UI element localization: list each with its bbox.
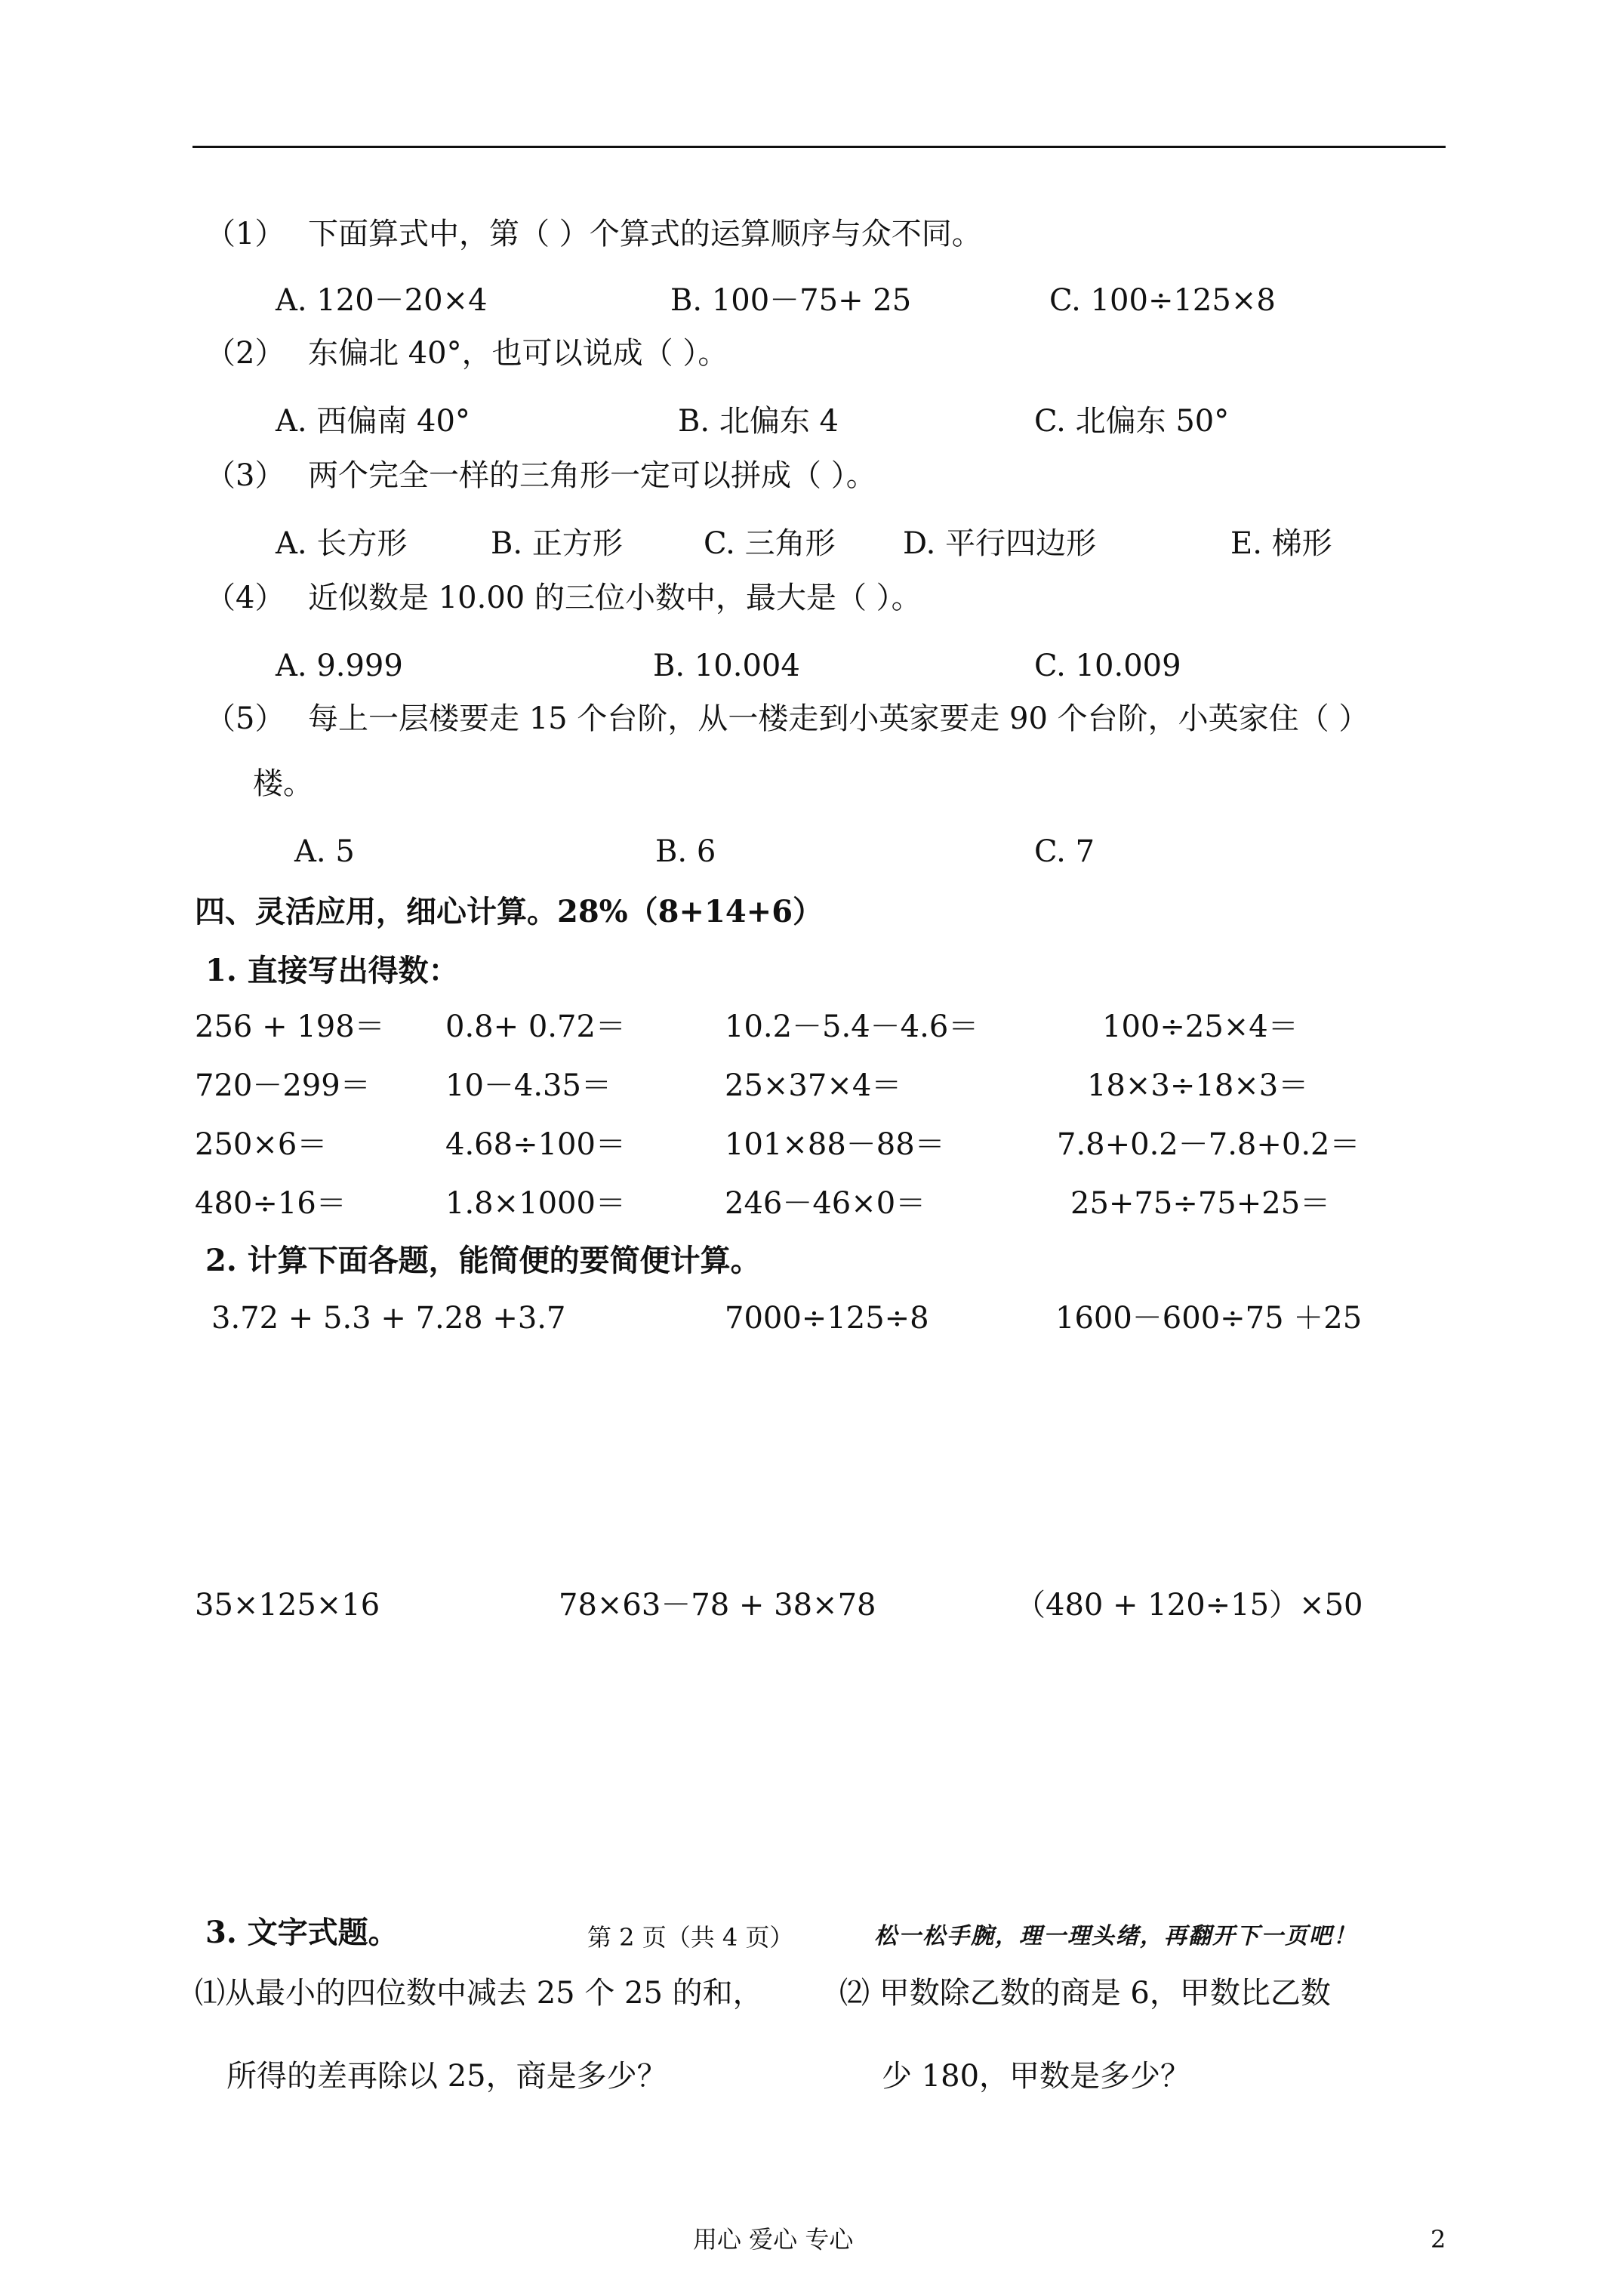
q1-option-b: B. 100－75+ 25 <box>670 283 912 318</box>
q5-option-c: C. 7 <box>1034 834 1095 869</box>
mental-calc-item: 25×37×4＝ <box>725 1068 902 1103</box>
q4-option-c: C. 10.009 <box>1034 649 1181 683</box>
mental-calc-item: 480÷16＝ <box>195 1186 346 1221</box>
q5-option-b: B. 6 <box>655 834 716 869</box>
mental-calc-item: 250×6＝ <box>195 1127 328 1162</box>
mental-calc-item: 25+75÷75+25＝ <box>1070 1186 1331 1221</box>
q1-number: （1） <box>205 217 285 251</box>
mental-calc-item: 246－46×0＝ <box>725 1186 926 1221</box>
q3-option-c: C. 三角形 <box>704 526 836 561</box>
q3-option-d: D. 平行四边形 <box>903 526 1097 561</box>
q3-option-b: B. 正方形 <box>491 526 623 561</box>
word-problem-2-line1: ⑵ 甲数除乙数的商是 6，甲数比乙数 <box>839 1976 1331 2011</box>
mental-calc-item: 1.8×1000＝ <box>445 1186 626 1221</box>
handwritten-note: 松一松手腕，理一理头绪，再翻开下一页吧！ <box>874 1923 1357 1949</box>
q5-text-cont: 楼。 <box>253 766 313 801</box>
q4-option-a: A. 9.999 <box>276 649 403 683</box>
q3-option-a: A. 长方形 <box>276 526 408 561</box>
mental-calc-item: 720－299＝ <box>195 1068 371 1103</box>
q2-option-c: C. 北偏东 50° <box>1034 404 1230 439</box>
mental-calc-item: 7.8+0.2－7.8+0.2＝ <box>1057 1127 1360 1162</box>
page-count-label: 第 2 页（共 4 页） <box>587 1923 794 1952</box>
q4-number: （4） <box>205 581 285 615</box>
mental-calc-item: 100÷25×4＝ <box>1102 1009 1298 1044</box>
simplify-problem: 78×63－78 + 38×78 <box>559 1588 876 1623</box>
mental-calc-item: 10－4.35＝ <box>445 1068 611 1103</box>
q2-option-a: A. 西偏南 40° <box>276 404 470 439</box>
simplify-problem: 1600－600÷75 ＋25 <box>1055 1301 1363 1336</box>
q2-text: 东偏北 40°，也可以说成（ ）。 <box>308 336 728 371</box>
simplify-problem: 3.72 + 5.3 + 7.28 +3.7 <box>211 1301 566 1336</box>
q3-option-e: E. 梯形 <box>1230 526 1332 561</box>
q5-text: 每上一层楼要走 15 个台阶，从一楼走到小英家要走 90 个台阶，小英家住（ ） <box>308 701 1369 736</box>
q3-text: 两个完全一样的三角形一定可以拼成（ ）。 <box>308 458 876 493</box>
q1-text: 下面算式中，第（ ）个算式的运算顺序与众不同。 <box>308 217 982 251</box>
mental-calc-item: 101×88－88＝ <box>725 1127 945 1162</box>
q4-text: 近似数是 10.00 的三位小数中，最大是（ ）。 <box>308 581 922 615</box>
q3-number: （3） <box>205 458 285 493</box>
word-problem-1-line2: 所得的差再除以 25，商是多少？ <box>226 2059 667 2094</box>
footer-motto: 用心 爱心 专心 <box>693 2225 854 2254</box>
q5-option-a: A. 5 <box>294 834 355 869</box>
section4-heading: 四、灵活应用，细心计算。28%（8+14+6） <box>195 894 824 929</box>
q2-number: （2） <box>205 336 285 371</box>
q5-number: （5） <box>205 701 285 736</box>
part1-title: 1. 直接写出得数： <box>205 953 459 988</box>
part3-title: 3. 文字式题。 <box>205 1915 399 1950</box>
q4-option-b: B. 10.004 <box>653 649 800 683</box>
q2-option-b: B. 北偏东 4 <box>678 404 839 439</box>
mental-calc-item: 4.68÷100＝ <box>445 1127 626 1162</box>
word-problem-2-line2: 少 180，甲数是多少？ <box>882 2059 1191 2094</box>
page-number: 2 <box>1431 2225 1446 2254</box>
q1-option-c: C. 100÷125×8 <box>1049 283 1276 318</box>
simplify-problem: 35×125×16 <box>195 1588 380 1623</box>
mental-calc-item: 256 + 198＝ <box>195 1009 385 1044</box>
word-problem-1-line1: ⑴从最小的四位数中减去 25 个 25 的和， <box>195 1976 763 2011</box>
mental-calc-item: 10.2－5.4－4.6＝ <box>725 1009 979 1044</box>
mental-calc-item: 0.8+ 0.72＝ <box>445 1009 626 1044</box>
mental-calc-item: 18×3÷18×3＝ <box>1087 1068 1309 1103</box>
q1-option-a: A. 120－20×4 <box>276 283 488 318</box>
simplify-problem: （480 + 120÷15）×50 <box>1015 1588 1363 1623</box>
simplify-problem: 7000÷125÷8 <box>725 1301 929 1336</box>
header-rule <box>192 146 1446 148</box>
part2-title: 2. 计算下面各题，能简便的要简便计算。 <box>205 1243 761 1278</box>
